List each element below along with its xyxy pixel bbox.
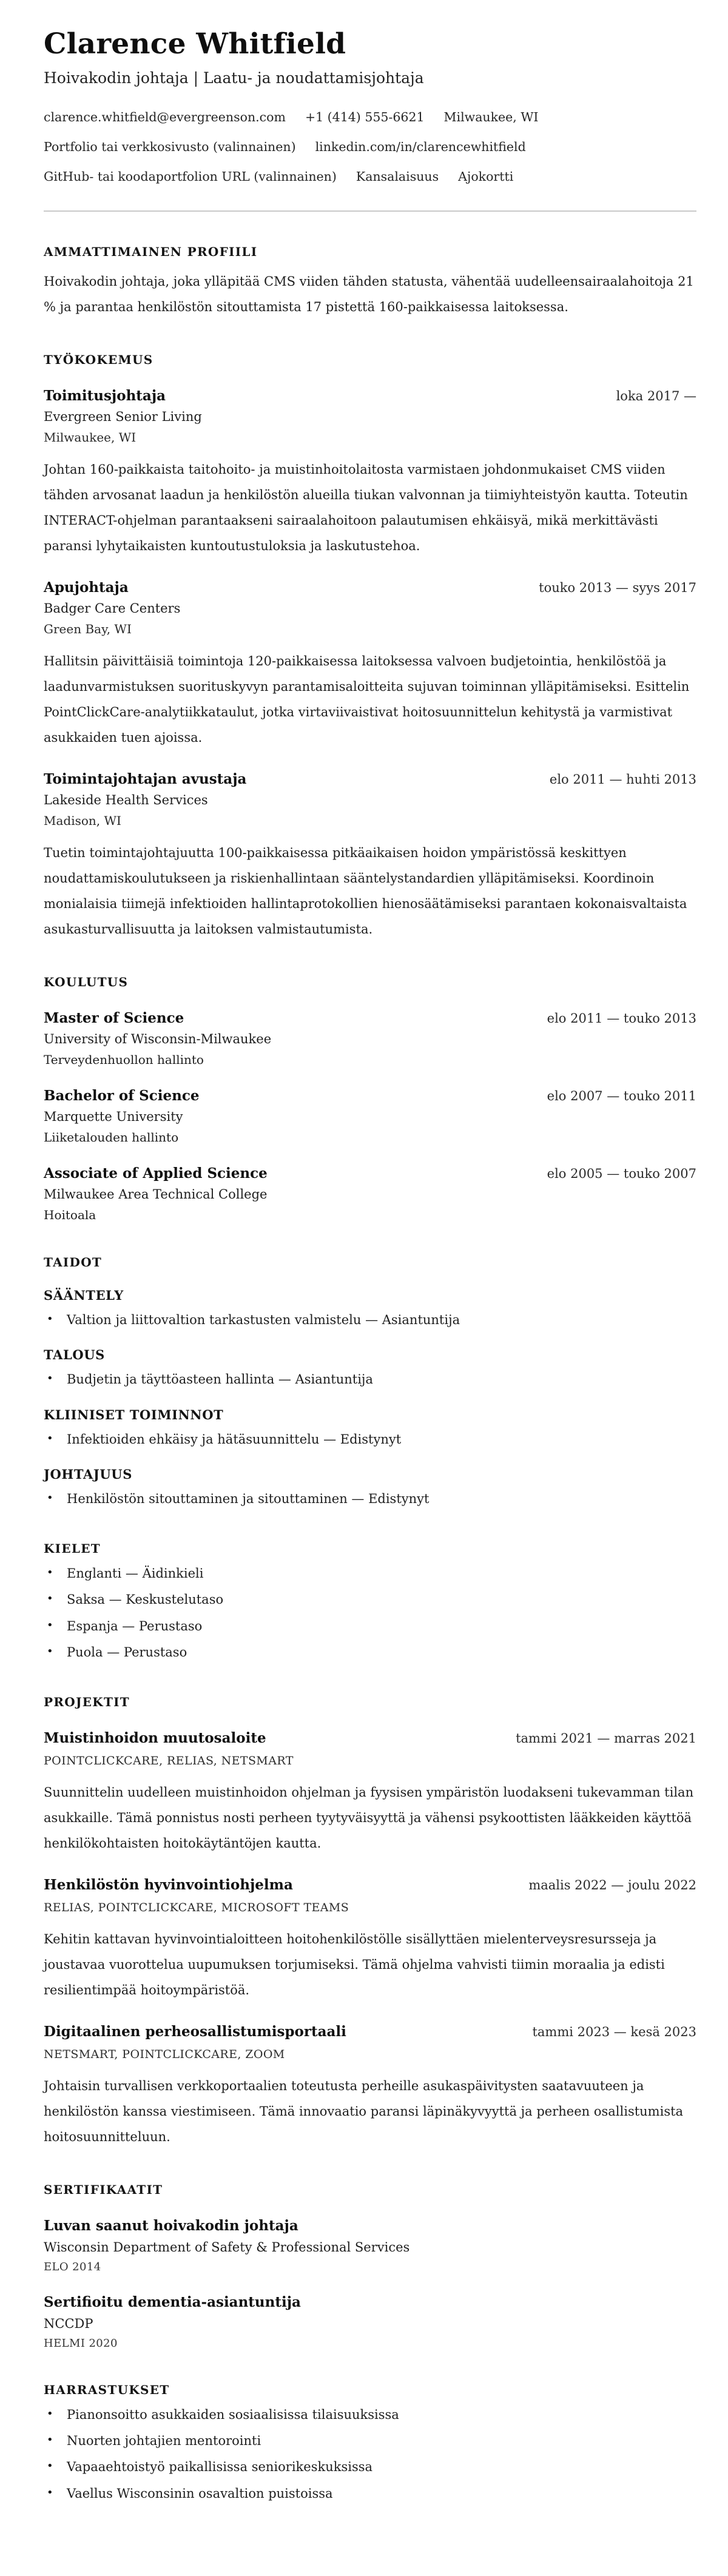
skill-group (44, 1288, 696, 1329)
project-dates: tammi 2021 — marras 2021 (516, 1730, 696, 1746)
skill-group (44, 1467, 696, 1508)
experience-entry-head (44, 388, 696, 404)
degree-title: Bachelor of Science (44, 1088, 200, 1105)
languages-list (44, 1564, 696, 1662)
section-heading-skills: TAIDOT (44, 1255, 103, 1270)
education-entry (44, 1088, 696, 1145)
job-location: Madison, WI (44, 813, 121, 829)
citizenship-text: Kansalaisuus (356, 169, 439, 184)
skill-group-name: JOHTAJUUS (44, 1467, 132, 1482)
section-projects (44, 1695, 696, 2150)
linkedin-text: linkedin.com/in/clarencewhitfield (315, 140, 526, 155)
section-certifications (44, 2182, 696, 2350)
list-item: • Vapaaehtoistyö paikallisissa seniorikeskuksissa (44, 2458, 696, 2476)
skill-group (44, 1407, 696, 1448)
certification-date: HELMI 2020 (44, 2336, 118, 2350)
project-description: Johtaisin turvallisen verkkoportaalien toteutusta perheille asukaspäivitysten saatavuuteen ja henkilöstön kanssa viestimiseen. Tämä innovaatio paransi läpinäkyvyyttä ja perheen osallistumista hoitosuunnitteluun. (44, 2078, 684, 2144)
project-entry (44, 2023, 696, 2150)
email-text: clarence.whitfield@evergreenson.com (44, 110, 286, 125)
project-tools: RELIAS, POINTCLICKCARE, MICROSOFT TEAMS (44, 1900, 349, 1914)
license-text: Ajokortti (458, 169, 514, 184)
project-description: Kehitin kattavan hyvinvointialoitteen hoitohenkilöstölle sisällyttäen mielenterveysresursseja ja joustavaa vuorottelua uupumuksen torjumiseksi. Tämä ohjelma vahvisti tiimin moraalia ja edisti resilientimpää hoitoympäristöä. (44, 1931, 665, 1997)
candidate-name: Clarence Whitfield (44, 27, 346, 61)
school-name: Marquette University (44, 1109, 183, 1125)
section-heading-profile: AMMATTIMAINEN PROFIILI (44, 244, 258, 260)
section-heading-certifications: SERTIFIKAATIT (44, 2182, 163, 2197)
skill-group-name: SÄÄNTELY (44, 1288, 124, 1303)
list-item: • Henkilöstön sitouttaminen ja sitouttaminen — Edistynyt (44, 1490, 696, 1508)
section-heading-projects: PROJEKTIT (44, 1694, 130, 1709)
section-heading-interests: HARRASTUKSET (44, 2382, 170, 2397)
section-heading-experience: TYÖKOKEMUS (44, 352, 153, 368)
list-item: • Nuorten johtajien mentorointi (44, 2432, 696, 2450)
school-name: University of Wisconsin-Milwaukee (44, 1032, 272, 1047)
education-entry-head (44, 1088, 696, 1104)
location-text: Milwaukee, WI (443, 110, 539, 125)
list-item: • Vaellus Wisconsinin osavaltion puistoissa (44, 2484, 696, 2503)
job-company: Badger Care Centers (44, 601, 181, 616)
degree-dates: elo 2007 — touko 2011 (547, 1089, 696, 1104)
section-education (44, 975, 696, 1222)
job-title: Toimitusjohtaja (44, 388, 166, 405)
job-company: Evergreen Senior Living (44, 409, 202, 425)
job-company: Lakeside Health Services (44, 793, 208, 808)
degree-dates: elo 2011 — touko 2013 (547, 1011, 696, 1026)
list-item: • Saksa — Keskustelutaso (44, 1590, 696, 1609)
project-dates: tammi 2023 — kesä 2023 (532, 2024, 696, 2039)
contact-row-3 (44, 169, 696, 184)
degree-field: Liiketalouden hallinto (44, 1130, 179, 1145)
job-title: Toimintajohtajan avustaja (44, 771, 247, 788)
project-entry-head (44, 1730, 696, 1746)
job-location: Milwaukee, WI (44, 430, 136, 445)
project-entry (44, 1730, 696, 1856)
profile-text: Hoivakodin johtaja, joka ylläpitää CMS viiden tähden statusta, vähentää uudelleensairaalahoitoja 21 % ja parantaa henkilöstön sitouttamista 17 pistettä 160-paikkaisessa laitoksessa. (44, 274, 694, 315)
project-entry-head (44, 1877, 696, 1893)
contact-row-1 (44, 110, 696, 124)
list-item: • Englanti — Äidinkieli (44, 1564, 696, 1582)
job-title: Apujohtaja (44, 579, 129, 596)
degree-field: Hoitoala (44, 1208, 96, 1223)
project-tools: POINTCLICKCARE, RELIAS, NETSMART (44, 1754, 294, 1767)
project-entry (44, 1877, 696, 2003)
experience-entry-head (44, 771, 696, 787)
skills-list (44, 1311, 696, 1329)
project-entry-head (44, 2023, 696, 2040)
resume-header (44, 28, 696, 184)
interests-list (44, 2406, 696, 2503)
certification-entry (44, 2294, 696, 2350)
contact-row-2 (44, 140, 696, 154)
job-description: Johtan 160-paikkaista taitohoito- ja muistinhoitolaitosta varmistaen johdonmukaiset CMS viiden tähden arvosanat laadun ja henkilöstön alueilla tiukan valvonnan ja tiimiyhteistyön kautta. Toteutin INTERACT-ohjelman parantaakseni sairaalahoitoon palautumisen ehkäisyä, mikä merkittävästi paransi lyhytaikaisten kuntoutustuloksia ja laskutustehoa. (44, 462, 688, 554)
experience-entry (44, 579, 696, 750)
list-item: • Valtion ja liittovaltion tarkastusten valmistelu — Asiantuntija (44, 1311, 696, 1329)
section-interests (44, 2383, 696, 2503)
degree-title: Associate of Applied Science (44, 1165, 268, 1182)
skills-list (44, 1370, 696, 1388)
school-name: Milwaukee Area Technical College (44, 1187, 268, 1202)
skill-group-name: TALOUS (44, 1347, 105, 1363)
list-item: • Puola — Perustaso (44, 1643, 696, 1661)
certification-title: Sertifioitu dementia-asiantuntija (44, 2293, 301, 2310)
list-item: • Espanja — Perustaso (44, 1617, 696, 1635)
section-heading-languages: KIELET (44, 1541, 101, 1556)
certification-issuer: NCCDP (44, 2316, 93, 2331)
certification-issuer: Wisconsin Department of Safety & Professional Services (44, 2239, 410, 2255)
job-dates: loka 2017 — (616, 389, 696, 404)
education-entry-head (44, 1165, 696, 1182)
certification-entry (44, 2218, 696, 2273)
section-profile (44, 244, 696, 320)
section-heading-education: KOULUTUS (44, 975, 129, 990)
project-tools: NETSMART, POINTCLICKCARE, ZOOM (44, 2047, 285, 2061)
section-languages (44, 1541, 696, 1662)
job-dates: elo 2011 — huhti 2013 (549, 772, 696, 787)
project-title: Digitaalinen perheosallistumisportaali (44, 2023, 346, 2040)
skill-group (44, 1347, 696, 1388)
experience-entry (44, 771, 696, 942)
skills-list (44, 1490, 696, 1508)
degree-title: Master of Science (44, 1010, 184, 1027)
experience-entry (44, 388, 696, 559)
education-entry (44, 1010, 696, 1067)
project-dates: maalis 2022 — joulu 2022 (528, 1877, 696, 1892)
project-title: Muistinhoidon muutosaloite (44, 1729, 266, 1746)
portfolio-text: Portfolio tai verkkosivusto (valinnainen) (44, 140, 296, 155)
skills-list (44, 1430, 696, 1448)
job-description: Tuetin toimintajohtajuutta 100-paikkaisessa pitkäaikaisen hoidon ympäristössä keskittyen noudattamiskoulutukseen ja riskienhallintaan sääntelystandardien ylläpitämiseksi. Koordinoin monialaisia tiimejä infektioiden hallintaprotokollien hienosäätämiseksi parantaen kokonaisvaltaista asukasturvallisuutta ja laitoksen valmistautumista. (44, 846, 687, 937)
job-location: Green Bay, WI (44, 622, 132, 637)
degree-dates: elo 2005 — touko 2007 (547, 1166, 696, 1182)
phone-text: +1 (414) 555-6621 (305, 110, 425, 125)
certification-title: Luvan saanut hoivakodin johtaja (44, 2217, 298, 2234)
project-title: Henkilöstön hyvinvointiohjelma (44, 1876, 293, 1893)
github-text: GitHub- tai koodaportfolion URL (valinnainen) (44, 169, 337, 184)
education-entry (44, 1165, 696, 1222)
list-item: • Pianonsoitto asukkaiden sosiaalisissa tilaisuuksissa (44, 2406, 696, 2424)
skill-group-name: KLIINISET TOIMINNOT (44, 1407, 224, 1422)
education-entry-head (44, 1010, 696, 1026)
section-skills (44, 1255, 696, 1508)
headline: Hoivakodin johtaja | Laatu- ja noudattamisjohtaja (44, 69, 424, 87)
header-divider (44, 210, 696, 212)
project-description: Suunnittelin uudelleen muistinhoidon ohjelman ja fyysisen ympäristön luodakseni tukevamman tilan asukkaille. Tämä ponnistus nosti perheen tyytyväisyyttä ja vähensi psykoottisten lääkkeiden käyttöä henkilökohtaisten hoitokäytäntöjen kautta. (44, 1784, 694, 1851)
degree-field: Terveydenhuollon hallinto (44, 1052, 204, 1068)
certification-date: ELO 2014 (44, 2260, 101, 2273)
section-experience (44, 352, 696, 942)
list-item: • Budjetin ja täyttöasteen hallinta — Asiantuntija (44, 1370, 696, 1388)
job-dates: touko 2013 — syys 2017 (539, 580, 696, 596)
experience-entry-head (44, 579, 696, 596)
list-item: • Infektioiden ehkäisy ja hätäsuunnittelu — Edistynyt (44, 1430, 696, 1448)
job-description: Hallitsin päivittäisiä toimintoja 120-paikkaisessa laitoksessa valvoen budjetointia, henkilöstöä ja laadunvarmistuksen suorituskyvyn parantamisaloitteita sujuvan toiminnan ylläpitämiseksi. Esittelin PointClickCare-analytiikkataulut, jotka virtaviivaistivat hoitosuunnittelun kehitystä ja varmistivat asukkaiden tuen ajoissa. (44, 654, 690, 745)
